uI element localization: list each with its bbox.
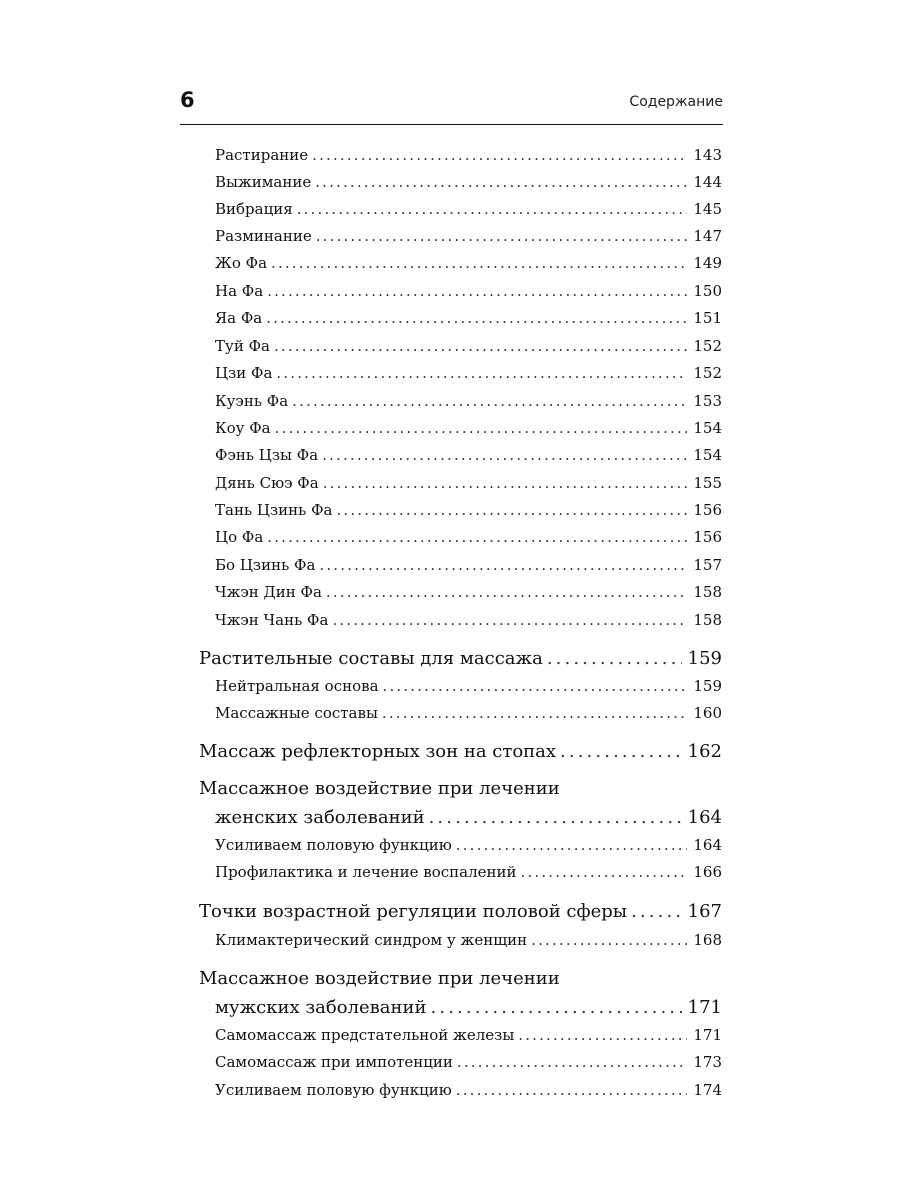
toc-section-title: Массаж рефлекторных зон на стопах [199,741,557,762]
toc-entry-page: 156 [693,501,722,519]
toc-entry-title: Яа Фа [215,309,263,327]
toc-section-page: 167 [687,901,722,922]
toc-entry [215,309,722,329]
toc-section-title-line2: мужских заболеваний [215,997,427,1018]
toc-entry-title: Вибрация [215,200,293,218]
leader-dots [547,648,682,669]
toc-entry-page: 168 [693,931,722,949]
toc-entry [215,556,722,576]
leader-dots [336,501,687,519]
toc-entry [215,1081,722,1101]
toc-entry-title: Туй Фа [215,337,270,355]
toc-entry [215,1026,722,1046]
leader-dots [292,392,687,410]
toc-entry-title: Фэнь Цзы Фа [215,446,319,464]
toc-entry-page: 158 [693,611,722,629]
leader-dots [518,1026,687,1044]
leader-dots [297,200,688,218]
toc-entry-title: Куэнь Фа [215,392,289,410]
toc-entry-title: Усиливаем половую функцию [215,836,452,854]
toc-entry-title: Бо Цзинь Фа [215,556,316,574]
leader-dots [431,997,682,1018]
toc-entry [215,474,722,494]
toc-entry-title: Жо Фа [215,254,268,272]
toc-section [199,901,722,925]
toc-entry-page: 160 [693,704,722,722]
leader-dots [326,583,687,601]
leader-dots [275,419,688,437]
toc-entry-title: Коу Фа [215,419,271,437]
toc-entry-page: 159 [693,677,722,695]
toc-section-page: 162 [687,741,722,762]
toc-entry-title: На Фа [215,282,264,300]
toc-entry [215,146,722,166]
leader-dots [531,931,687,949]
toc-section-page: 164 [687,807,722,828]
toc-entry [215,337,722,357]
leader-dots [631,901,682,922]
leader-dots [316,227,688,245]
toc-section-title: Точки возрастной регуляции половой сферы [199,901,628,922]
toc-entry-page: 171 [693,1026,722,1044]
toc-entry-page: 151 [693,309,722,327]
toc-entry-page: 143 [693,146,722,164]
toc-entry [215,704,722,724]
toc-entry-page: 145 [693,200,722,218]
leader-dots [456,1081,688,1099]
toc-entry-title: Разминание [215,227,312,245]
leader-dots [382,704,687,722]
leader-dots [315,173,687,191]
toc-entry-title: Цзи Фа [215,364,273,382]
toc-entry [215,528,722,548]
toc-entry-title: Климактерический синдром у женщин [215,931,528,949]
leader-dots [429,807,682,828]
toc-entry-page: 149 [693,254,722,272]
page-number: 6 [180,88,195,112]
toc-entry-title: Цо Фа [215,528,264,546]
toc-entry-title: Чжэн Чань Фа [215,611,329,629]
toc-entry [215,392,722,412]
leader-dots [560,741,682,762]
leader-dots [319,556,687,574]
toc-entry-page: 152 [693,337,722,355]
toc-entry-page: 152 [693,364,722,382]
leader-dots [456,836,688,854]
toc-entry-title: Самомассаж предстательной железы [215,1026,515,1044]
toc-entry-title: Тань Цзинь Фа [215,501,333,519]
toc-entry [215,501,722,521]
leader-dots [521,863,688,881]
toc-entry-page: 150 [693,282,722,300]
toc-entry [215,863,722,883]
toc-entry-page: 156 [693,528,722,546]
toc-section-title-line1: Массажное воздействие при лечении [199,968,560,989]
toc-section-page: 159 [687,648,722,669]
toc-entry-page: 147 [693,227,722,245]
leader-dots [266,309,687,327]
toc-entry-page: 144 [693,173,722,191]
leader-dots [267,282,687,300]
toc-entry-title: Нейтральная основа [215,677,379,695]
toc-section [215,997,722,1021]
toc-entry-page: 174 [693,1081,722,1099]
toc-section [215,807,722,831]
toc-section-title-line2: женских заболеваний [215,807,425,828]
toc-entry-title: Усиливаем половую функцию [215,1081,452,1099]
toc-entry-title: Выжимание [215,173,312,191]
toc-section [199,741,722,765]
leader-dots [323,474,688,492]
toc-entry [215,282,722,302]
toc-entry-page: 166 [693,863,722,881]
toc-entry [215,1053,722,1073]
toc-entry [215,173,722,193]
leader-dots [267,528,687,546]
toc-entry-page: 155 [693,474,722,492]
toc-entry [215,446,722,466]
toc-entry [215,419,722,439]
toc-entry-title: Массажные составы [215,704,378,722]
leader-dots [457,1053,687,1071]
leader-dots [383,677,688,695]
toc-entry-title: Дянь Сюэ Фа [215,474,319,492]
toc-entry-page: 173 [693,1053,722,1071]
toc-entry [215,583,722,603]
toc-entry-page: 164 [693,836,722,854]
running-head: Содержание [629,94,723,110]
leader-dots [274,337,687,355]
toc-entry-title: Чжэн Дин Фа [215,583,322,601]
toc-entry-page: 158 [693,583,722,601]
toc-entry [215,611,722,631]
leader-dots [332,611,687,629]
toc-entry-title: Самомассаж при импотенции [215,1053,453,1071]
toc-entry-page: 153 [693,392,722,410]
leader-dots [322,446,687,464]
toc-entry [215,227,722,247]
toc-section-title: Растительные составы для массажа [199,648,543,669]
toc-entry [215,931,722,951]
toc-entry-title: Профилактика и лечение воспалений [215,863,517,881]
leader-dots [276,364,687,382]
toc-entry [215,364,722,384]
leader-dots [312,146,687,164]
toc-section-title-line1: Массажное воздействие при лечении [199,778,560,799]
toc-entry [215,677,722,697]
toc-entry [215,254,722,274]
toc-section-page: 171 [687,997,722,1018]
toc-entry [215,200,722,220]
toc-entry-page: 154 [693,446,722,464]
toc-entry-page: 154 [693,419,722,437]
toc-entry-page: 157 [693,556,722,574]
toc-section [199,648,722,672]
leader-dots [271,254,687,272]
toc-entry [215,836,722,856]
toc-entry-title: Растирание [215,146,309,164]
